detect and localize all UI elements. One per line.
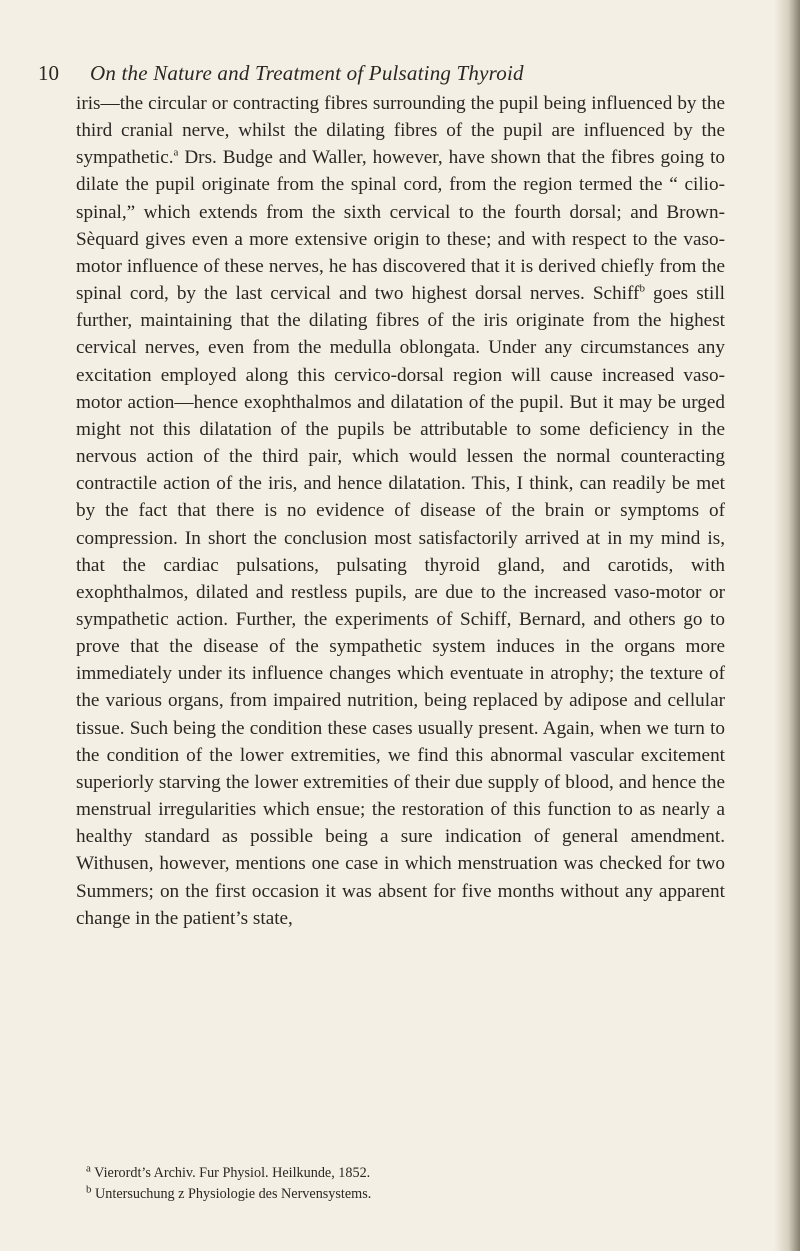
footnote [86, 1184, 726, 1205]
footnote-text: Vierordt’s Archiv. Fur Physiol. Heilkunde, 1852. [90, 1165, 371, 1181]
footnote-text: Untersuchung z Physiologie des Nervensystems. [91, 1186, 372, 1202]
footnotes [86, 1163, 726, 1205]
footnote-ref-a: a [173, 146, 179, 159]
paragraph-text: iris—the circular or contracting fibres surrounding the pupil being influenced by the third cranial nerve, whilst the dilating fibres of the pupil are influenced by the sympathetic. [76, 93, 725, 169]
footnote-marker: b [86, 1183, 92, 1196]
body-paragraph [76, 90, 725, 932]
paragraph-text: Drs. Budge and Waller, however, have shown that the fibres going to dilate the pupil originate from the spinal cord, from the region termed the “ cilio-spinal,” which extends from the sixth cervical to the fourth dorsal; and Brown-Sèquard gives even a more extensive origin to these; and with respect to the vaso-motor influence of these nerves, he has discovered that it is derived chiefly from the spinal cord, by the last cervical and two highest dorsal nerves. Schiff [76, 147, 725, 305]
page-number: 10 [38, 61, 59, 85]
footnote [86, 1163, 726, 1184]
page-edge-shadow [774, 0, 800, 1251]
page-header [38, 58, 728, 88]
footnote-ref-b: b [639, 282, 645, 295]
footnote-marker: a [86, 1162, 91, 1175]
running-title: On the Nature and Treatment of Pulsating Thyroid [90, 61, 524, 85]
paragraph-text: goes still further, maintaining that the dilating fibres of the iris originate from the highest cervical nerves, even from the medulla oblongata. Under any circumstances any excitation employed along this cervico-dorsal region will cause increased vaso-motor action—hence exophthalmos and dilatation of the pupil. But it may be urged might not this dilatation of the pupils be attributable to some deficiency in the nervous action of the third pair, which would lessen the normal counteracting contractile action of the iris, and hence dilatation. This, I think, can readily be met by the fact that there is no evidence of disease of the brain or symptoms of compression. In short the conclusion most satisfactorily arrived at in my mind is, that the cardiac pulsations, pulsating thyroid gland, and carotids, with exophthalmos, dilated and restless pupils, are due to the increased vaso-motor or sympathetic action. Further, the experiments of Schiff, Bernard, and others go to prove that the disease of the sympathetic system induces in the organs more immediately under its influence changes which eventuate in atrophy; the texture of the various organs, from impaired nutrition, being replaced by adipose and cellular tissue. Such being the condition these cases usually present. Again, when we turn to the condition of the lower extremities, we find this abnormal vascular excitement superiorly starving the lower extremities of their due supply of blood, and hence the menstrual irregularities which ensue; the restoration of this function to as nearly a healthy standard as possible being a sure indication of general amendment. Withusen, however, mentions one case in which menstruation was checked for two Summers; on the first occasion it was absent for five months without any apparent change in the patient’s state, [76, 283, 725, 929]
